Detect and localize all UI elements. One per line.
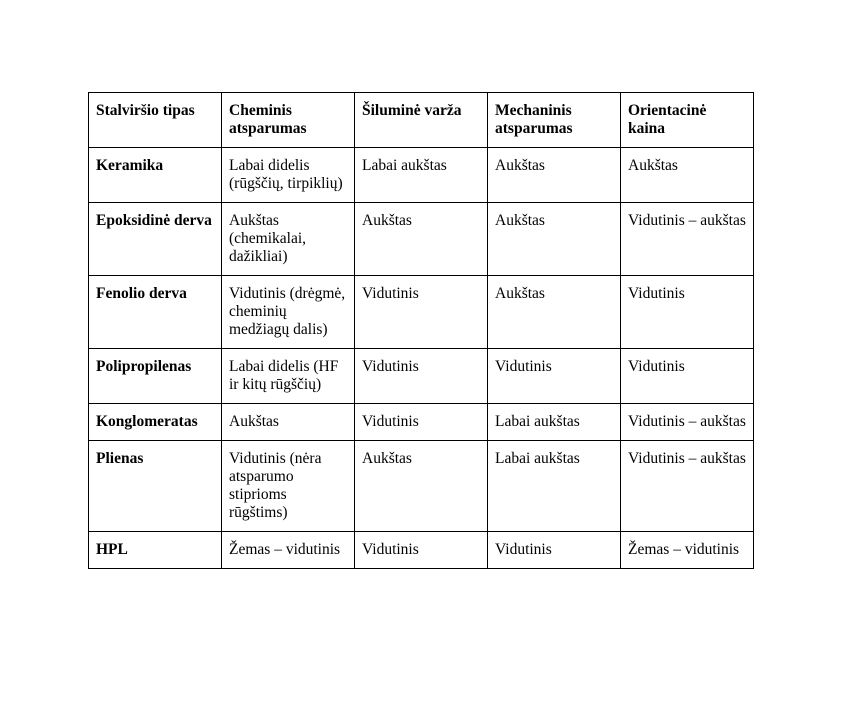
table-cell: Vidutinis – aukštas [621,404,754,441]
table-row [89,203,754,276]
row-label: Fenolio derva [89,276,222,349]
row-label: HPL [89,532,222,569]
table-row [89,349,754,404]
table-cell: Aukštas [621,148,754,203]
table-row [89,532,754,569]
table-row [89,404,754,441]
comparison-table [88,92,754,569]
table-cell: Labai aukštas [355,148,488,203]
table-cell: Aukštas [355,203,488,276]
table-cell: Labai didelis (rūgščių, tirpiklių) [222,148,355,203]
table-cell: Vidutinis [355,532,488,569]
header-cell-thermal-resistance: Šiluminė varža [355,93,488,148]
table-cell: Vidutinis [621,276,754,349]
table-cell: Aukštas [488,203,621,276]
table-row [89,441,754,532]
header-row [89,93,754,148]
table-cell: Vidutinis [355,349,488,404]
table-cell: Vidutinis [621,349,754,404]
row-label: Keramika [89,148,222,203]
table-cell: Vidutinis (nėra atsparumo stiprioms rūgštims) [222,441,355,532]
header-cell-price: Orientacinė kaina [621,93,754,148]
row-label: Polipropilenas [89,349,222,404]
table-cell: Aukštas [222,404,355,441]
table-cell: Vidutinis – aukštas [621,203,754,276]
table-cell: Aukštas (chemikalai, dažikliai) [222,203,355,276]
header-cell-chemical-resistance: Cheminis atsparumas [222,93,355,148]
table-cell: Žemas – vidutinis [621,532,754,569]
row-label: Epoksidinė derva [89,203,222,276]
table-row [89,148,754,203]
header-cell-mechanical-resistance: Mechaninis atsparumas [488,93,621,148]
table-cell: Vidutinis [488,349,621,404]
table-cell: Vidutinis [355,404,488,441]
table-cell: Labai aukštas [488,404,621,441]
table-cell: Vidutinis [355,276,488,349]
table-cell: Vidutinis – aukštas [621,441,754,532]
table-cell: Labai didelis (HF ir kitų rūgščių) [222,349,355,404]
table-cell: Labai aukštas [488,441,621,532]
row-label: Konglomeratas [89,404,222,441]
table-row [89,276,754,349]
table-cell: Vidutinis [488,532,621,569]
table-cell: Aukštas [488,276,621,349]
table-cell: Vidutinis (drėgmė, cheminių medžiagų dalis) [222,276,355,349]
table-cell: Aukštas [355,441,488,532]
table-cell: Aukštas [488,148,621,203]
table-cell: Žemas – vidutinis [222,532,355,569]
row-label: Plienas [89,441,222,532]
header-cell-type: Stalviršio tipas [89,93,222,148]
